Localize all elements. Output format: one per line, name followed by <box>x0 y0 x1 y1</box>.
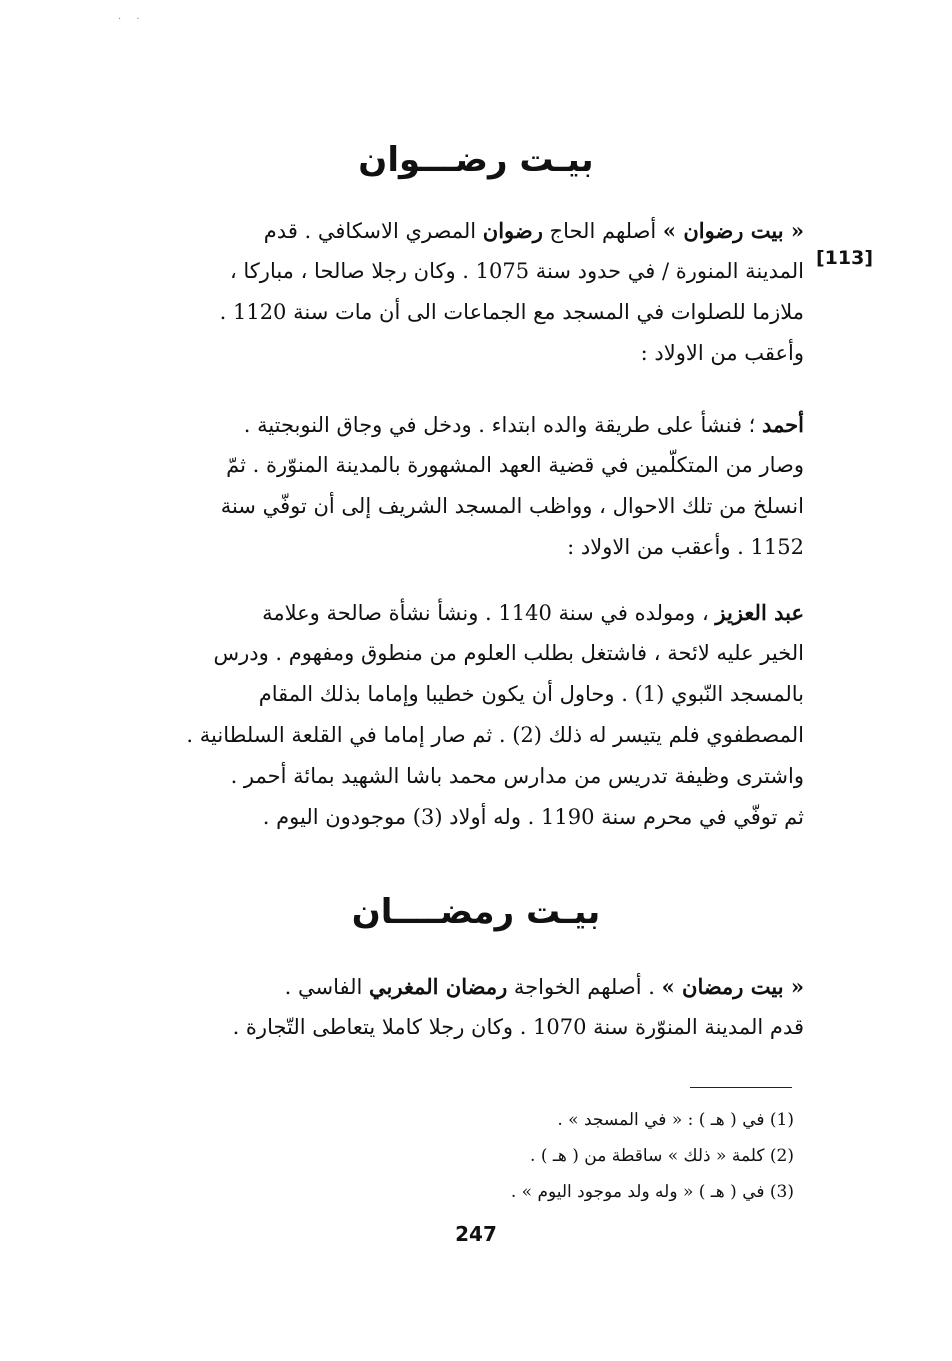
footnotes <box>300 1102 794 1210</box>
text-line: انسلخ من تلك الاحوال ، وواظب المسجد الشريف إلى أن توفّي سنة <box>220 494 804 518</box>
text-line <box>128 966 804 1007</box>
text-segment: ، ومولده في سنة 1140 . ونشأ نشأة صالحة وعلامة <box>262 601 716 625</box>
bold-term: عبد العزيز <box>715 600 804 625</box>
bold-term: أحمد <box>762 412 804 437</box>
paragraph-bayt-ramadan-intro <box>128 966 804 1048</box>
paragraph-abd-al-aziz <box>128 592 804 838</box>
text-line <box>128 592 804 633</box>
bold-term: رضوان <box>482 218 543 243</box>
text-line: واشترى وظيفة تدريس من مدارس محمد باشا الشهيد بمائة أحمر . <box>230 764 804 788</box>
text-line: قدم المدينة المنوّرة سنة 1070 . وكان رجلا كاملا يتعاطى التّجارة . <box>232 1015 804 1039</box>
text-segment: الفاسي . <box>284 975 370 999</box>
bold-term: « بيت رمضان » <box>661 974 804 999</box>
text-line: المصطفوي فلم يتيسر له ذلك (2) . ثم صار إماما في القلعة السلطانية . <box>186 723 804 747</box>
footnote-3: (3) في ( هـ ) « وله ولد موجود اليوم » . <box>510 1182 794 1202</box>
section-title-bayt-ramadan: بيـت رمضــــان <box>351 892 601 932</box>
text-line: 1152 . وأعقب من الاولاد : <box>567 535 804 559</box>
text-segment: أصلهم الحاج <box>542 219 663 243</box>
margin-page-reference: [113] <box>816 247 874 269</box>
paragraph-bayt-radwan-intro <box>128 210 804 374</box>
text-line: المدينة المنورة / في حدود سنة 1075 . وكان رجلا صالحا ، مباركا ، <box>229 259 804 283</box>
text-line: وصار من المتكلّمين في قضية العهد المشهورة بالمدينة المنوّرة . ثمّ <box>226 453 804 477</box>
text-line: بالمسجد النّبوي (1) . وحاول أن يكون خطيبا وإماما بذلك المقام <box>258 682 804 706</box>
corner-mark: · · <box>118 14 146 25</box>
text-segment: . أصلهم الخواجة <box>507 975 662 999</box>
text-line: وأعقب من الاولاد : <box>640 341 804 365</box>
bold-term: « بيت رضوان » <box>662 218 804 243</box>
page-number: 247 <box>455 1222 497 1246</box>
text-segment: المصري الاسكافي . قدم <box>263 219 483 243</box>
text-line <box>128 210 804 251</box>
section-title-bayt-radwan: بيـت رضـــوان <box>358 140 594 180</box>
text-line <box>128 404 804 445</box>
paragraph-ahmad <box>128 404 804 568</box>
footnote-1: (1) في ( هـ ) : « في المسجد » . <box>557 1110 794 1130</box>
text-segment: ؛ فنشأ على طريقة والده ابتداء . ودخل في وجاق النوبجتية . <box>243 413 763 437</box>
text-line: ملازما للصلوات في المسجد مع الجماعات الى أن مات سنة 1120 . <box>219 300 804 324</box>
text-line: الخير عليه لائحة ، فاشتغل بطلب العلوم من منطوق ومفهوم . ودرس <box>213 641 804 665</box>
footnote-divider <box>690 1087 792 1088</box>
text-line: ثم توفّي في محرم سنة 1190 . وله أولاد (3) موجودون اليوم . <box>262 805 804 829</box>
bold-term: رمضان المغربي <box>369 974 508 999</box>
footnote-2: (2) كلمة « ذلك » ساقطة من ( هـ ) . <box>530 1146 794 1166</box>
